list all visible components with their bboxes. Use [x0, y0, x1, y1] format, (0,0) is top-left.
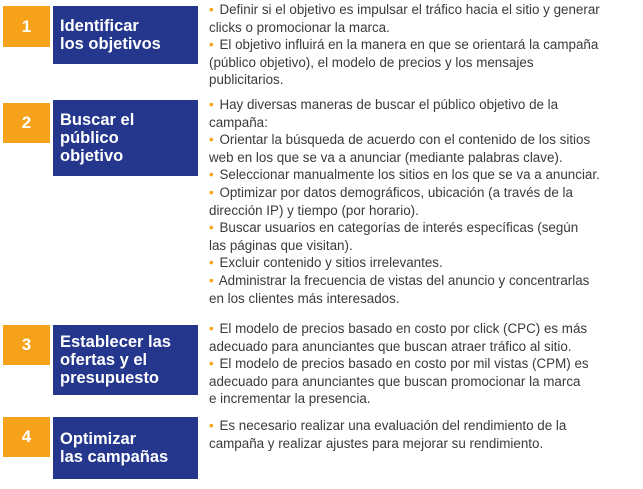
list-item: • El objetivo influirá en la manera en que se orientará la campaña	[209, 37, 599, 53]
step-title-line: ofertas y el	[60, 351, 148, 369]
list-item-continuation: (público objetivo), el modelo de precios y los mensajes	[209, 54, 534, 70]
bullet-icon: •	[209, 321, 214, 336]
bullet-icon: •	[209, 220, 214, 236]
list-item: • Administrar la frecuencia de vistas del anuncio y concentrarlas	[209, 272, 590, 288]
step-title	[53, 325, 198, 395]
step-description	[209, 1, 641, 89]
step-title-line: público	[60, 129, 119, 147]
list-item: • Excluir contenido y sitios irrelevantes.	[209, 255, 443, 271]
list-item: • Es necesario realizar una evaluación del rendimiento de la	[209, 418, 567, 433]
step-number-badge: 3	[3, 325, 50, 365]
bullet-icon: •	[209, 37, 214, 53]
step-description	[209, 320, 641, 408]
list-item-continuation: adecuado para anunciantes que buscan atraer tráfico al sitio.	[209, 338, 572, 354]
step-title-line: Buscar el	[60, 111, 135, 129]
list-item: • Definir si el objetivo es impulsar el tráfico hacia el sitio y generar	[209, 2, 600, 17]
bullet-icon: •	[209, 255, 214, 271]
step-title-line: las campañas	[60, 448, 169, 466]
list-item: • Seleccionar manualmente los sitios en los que se va a anunciar.	[209, 167, 600, 183]
step-title	[53, 417, 198, 479]
list-item-continuation: dirección IP) y tiempo (por horario).	[209, 202, 419, 218]
list-item-continuation: e incrementar la presencia.	[209, 391, 371, 407]
bullet-icon: •	[209, 356, 214, 372]
step-title-line: Establecer las	[60, 333, 171, 351]
list-item: • El modelo de precios basado en costo por click (CPC) es más	[209, 321, 588, 336]
bullet-icon: •	[209, 2, 214, 17]
list-item: • Optimizar por datos demográficos, ubicación (a través de la	[209, 184, 573, 200]
list-item-continuation: campaña:	[209, 114, 268, 130]
step-title-line: Optimizar	[60, 430, 137, 448]
list-item: • Buscar usuarios en categorías de interés específicas (según	[209, 220, 579, 236]
step-title-line: presupuesto	[60, 369, 160, 387]
list-item-continuation: en los clientes más interesados.	[209, 290, 400, 306]
list-item: • Hay diversas maneras de buscar el público objetivo de la	[209, 97, 559, 112]
bullet-icon: •	[209, 167, 214, 183]
step-number-badge: 2	[3, 103, 50, 143]
list-item-continuation: clicks o promocionar la marca.	[209, 19, 390, 35]
list-item-continuation: publicitarios.	[209, 72, 284, 88]
step-number-badge: 1	[3, 6, 50, 47]
step-title-line: los objetivos	[60, 35, 161, 53]
list-item-continuation: las páginas que visitan).	[209, 237, 353, 253]
list-item-continuation: campaña y realizar ajustes para mejorar su rendimiento.	[209, 435, 544, 451]
step-title	[53, 100, 198, 176]
bullet-icon: •	[209, 97, 214, 112]
bullet-icon: •	[209, 184, 214, 200]
step-title-line: Identificar	[60, 17, 139, 35]
list-item: • Orientar la búsqueda de acuerdo con el contenido de los sitios	[209, 132, 591, 148]
bullet-icon: •	[209, 418, 214, 433]
step-number-badge: 4	[3, 417, 50, 457]
list-item: • El modelo de precios basado en costo por mil vistas (CPM) es	[209, 356, 589, 372]
list-item-continuation: adecuado para anunciantes que buscan promocionar la marca	[209, 373, 581, 389]
step-title	[53, 6, 198, 64]
bullet-icon: •	[209, 272, 214, 288]
bullet-icon: •	[209, 132, 214, 148]
step-description	[209, 96, 641, 307]
step-title-line: objetivo	[60, 147, 124, 165]
step-description	[209, 417, 641, 452]
list-item-continuation: web en los que se va a anunciar (mediante palabras clave).	[209, 149, 563, 165]
